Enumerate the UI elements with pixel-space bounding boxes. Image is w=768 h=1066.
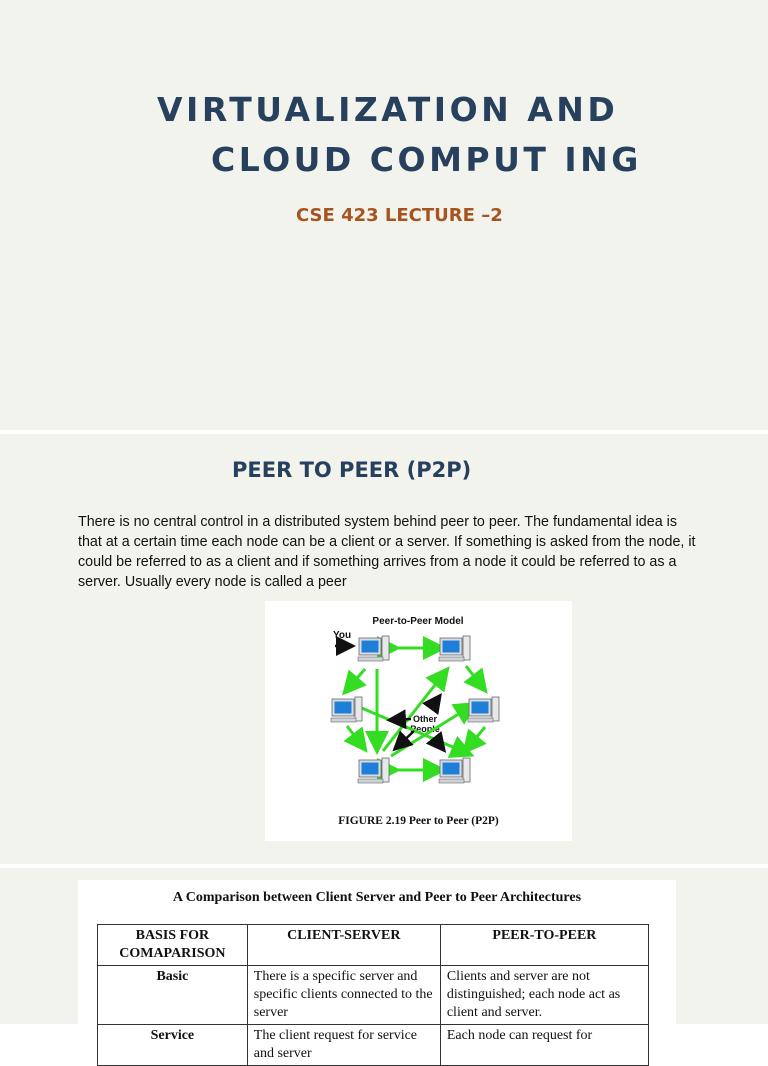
computer-icon — [468, 697, 499, 722]
row-client-server: There is a specific server and specific clients connected to the server — [247, 966, 440, 1025]
p2p-diagram — [265, 601, 572, 841]
table-title: A Comparison between Client Server and Peer to Peer Architectures — [172, 890, 582, 905]
title-line-2: CLOUD COMPUT ING — [211, 140, 642, 179]
header-basis: BASIS FOR COMAPARISON — [98, 925, 248, 966]
connection-arrows — [346, 648, 485, 770]
other-label-1: Other — [412, 714, 438, 724]
other-label-2: People — [410, 724, 440, 734]
comparison-table-image — [78, 880, 676, 1061]
row-peer-to-peer: Clients and server are not distinguished; each node act as client and server. — [440, 966, 648, 1025]
title-line-1: VIRTUALIZATION AND — [157, 90, 619, 129]
row-basis: Basic — [98, 966, 248, 1025]
you-label: You — [333, 630, 352, 641]
slide-heading: PEER TO PEER (P2P) — [232, 458, 472, 482]
header-peer-to-peer: PEER-TO-PEER — [440, 925, 648, 966]
table-row — [98, 1025, 649, 1066]
row-basis: Service — [98, 1025, 248, 1066]
slide-paragraph: There is no central control in a distributed system behind peer to peer. The fundamental idea is that at a certain time each node can be a client or a server. If something is asked from the node, it could be referred to as a client and if something arrives from a node it could be referred to as a server. Usually every node is called a peer — [78, 514, 696, 590]
computer-icon — [358, 636, 389, 661]
lecture-subtitle: CSE 423 LECTURE –2 — [296, 205, 503, 226]
comparison-slide — [0, 868, 768, 1061]
row-peer-to-peer: Each node can request for — [440, 1025, 648, 1066]
computer-icon — [439, 758, 470, 783]
table-row — [98, 966, 649, 1025]
title-slide — [0, 0, 768, 430]
figure-title: Peer-to-Peer Model — [372, 616, 464, 627]
p2p-figure — [265, 601, 572, 841]
header-client-server: CLIENT-SERVER — [247, 925, 440, 966]
row-client-server: The client request for service and server — [247, 1025, 440, 1066]
computer-icon — [358, 758, 389, 783]
p2p-slide — [0, 434, 768, 864]
computer-icon — [439, 636, 470, 661]
figure-caption: FIGURE 2.19 Peer to Peer (P2P) — [338, 815, 499, 827]
comparison-table — [97, 924, 649, 1066]
computer-icon — [331, 697, 362, 722]
table-header-row — [98, 925, 649, 966]
